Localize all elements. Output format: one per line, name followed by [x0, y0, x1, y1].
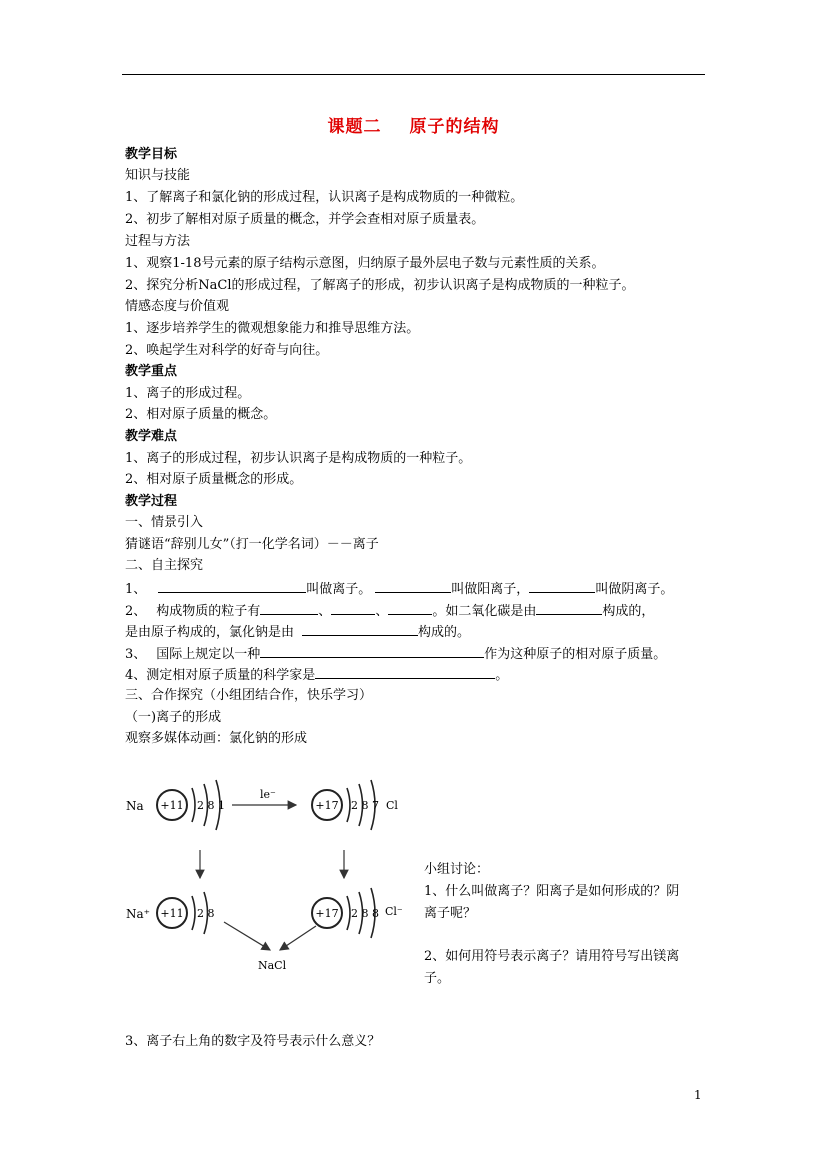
q3-text-a: 国际上规定以一种: [156, 647, 261, 662]
title-part1: 课题二: [327, 117, 382, 137]
watch-animation-text: 观察多媒体动画：氯化钠的形成: [125, 731, 308, 746]
q2-blank-5[interactable]: [302, 621, 418, 636]
q2-text-a: 构成物质的粒子有: [156, 604, 261, 619]
q4-text-a: 4、测定相对原子质量的科学家是: [125, 668, 316, 683]
discussion-q1-line1: 1、什么叫做离子？阳离子是如何形成的？阴: [424, 884, 680, 899]
na-atom-label: Na: [126, 799, 144, 813]
nacl-label: NaCl: [258, 959, 287, 972]
section-3-title: 三、合作探究（小组团结合作，快乐学习）: [125, 688, 373, 703]
q2-line2-b: 构成的。: [418, 625, 471, 640]
title-part2: 原子的结构: [409, 117, 500, 137]
q1-blank-2[interactable]: [375, 578, 451, 593]
na-nucleus-charge: +11: [160, 799, 184, 812]
question-1: [125, 578, 673, 598]
knowledge-item-2: 2、初步了解相对原子质量的概念，并学会查相对原子质量表。: [125, 212, 485, 227]
q2-sep-1: 、: [318, 604, 332, 619]
knowledge-item-1: 1、了解离子和氯化钠的形成过程，认识离子是构成物质的一种微粒。: [125, 190, 524, 205]
difficulties-heading: 教学难点: [125, 429, 178, 444]
process-item-1: 1、观察1-18号元素的原子结构示意图，归纳原子最外层电子数与元素性质的关系。: [125, 256, 605, 271]
q3-number: 3、: [125, 647, 147, 662]
emotion-item-2: 2、唤起学生对科学的好奇与向往。: [125, 343, 329, 358]
teaching-process-heading: 教学过程: [125, 494, 178, 509]
q2-number: 2、: [125, 604, 147, 619]
keypoints-heading: 教学重点: [125, 364, 178, 379]
q1-blank-3[interactable]: [529, 578, 595, 593]
cl-shells: 2 8 7: [351, 799, 379, 812]
process-item-2: 2、探究分析NaCl的形成过程，了解离子的形成，初步认识离子是构成物质的一种粒子。: [125, 278, 635, 293]
cl-ion: [312, 888, 403, 938]
cl-ion-nucleus-charge: +17: [315, 907, 339, 920]
q2-blank-2[interactable]: [331, 600, 375, 615]
goals-heading: 教学目标: [125, 147, 178, 162]
electron-label: le⁻: [260, 788, 276, 801]
na-ion: [126, 892, 215, 934]
section-2-title: 二、自主探究: [125, 558, 204, 573]
emotion-item-1: 1、逐步培养学生的微观想象能力和推导思维方法。: [125, 321, 420, 336]
q2-sep-2: 、: [375, 604, 389, 619]
q1-text-c: 叫做阴离子。: [595, 582, 674, 597]
discussion-q2-line2: 子。: [424, 971, 451, 986]
q1-number: 1、: [125, 582, 147, 597]
cl-nucleus-charge: +17: [315, 799, 339, 812]
na-atom: [126, 780, 225, 830]
question-2: [125, 600, 654, 620]
question-3: [125, 643, 666, 663]
q2-text-c: 构成的，: [602, 604, 655, 619]
question-ion-superscript: 3、离子右上角的数字及符号表示什么意义？: [125, 1034, 381, 1049]
q2-blank-4[interactable]: [536, 600, 602, 615]
q1-text-b: 叫做阳离子，: [451, 582, 530, 597]
na-ion-shells: 2 8: [197, 907, 215, 920]
q3-text-b: 作为这种原子的相对原子质量。: [484, 647, 667, 662]
section-1-title: 一、情景引入: [125, 515, 204, 530]
difficulty-item-2: 2、相对原子质量概念的形成。: [125, 472, 303, 487]
knowledge-title: 知识与技能: [125, 168, 191, 183]
discussion-q2-line1: 2、如何用符号表示离子？请用符号写出镁离: [424, 949, 680, 964]
section-3-subtitle: （一)离子的形成: [125, 710, 222, 725]
cl-atom-label: Cl: [386, 799, 398, 812]
question-2-cont: [125, 621, 470, 641]
na-shells: 2 8 1: [197, 799, 225, 812]
page-number: 1: [694, 1088, 702, 1102]
difficulty-item-1: 1、离子的形成过程，初步认识离子是构成物质的一种粒子。: [125, 451, 472, 466]
q2-line2-a: 是由原子构成的，氯化钠是由: [125, 625, 295, 640]
q4-text-b: 。: [495, 668, 509, 683]
q4-blank[interactable]: [315, 664, 495, 679]
nacl-formation-diagram: [120, 770, 410, 980]
q3-blank[interactable]: [260, 643, 484, 658]
keypoint-item-1: 1、离子的形成过程。: [125, 386, 251, 401]
discussion-q1-line2: 离子呢？: [424, 906, 477, 921]
header-rule: [122, 74, 705, 75]
discussion-title: 小组讨论：: [424, 862, 490, 877]
cl-ion-label: Cl⁻: [385, 905, 403, 918]
emotion-title: 情感态度与价值观: [125, 299, 230, 314]
riddle-text: 猜谜语“辞别儿女”（打一化学名词）－－离子: [125, 537, 379, 552]
q1-text-a: 叫做离子。: [306, 582, 372, 597]
page-title: [0, 112, 827, 137]
q2-text-b: 。如二氧化碳是由: [432, 604, 537, 619]
na-ion-label: Na⁺: [126, 907, 150, 921]
keypoint-item-2: 2、相对原子质量的概念。: [125, 407, 277, 422]
cl-atom: [312, 780, 398, 830]
na-ion-nucleus-charge: +11: [160, 907, 184, 920]
question-4: [125, 664, 508, 684]
q2-blank-1[interactable]: [260, 600, 318, 615]
cl-ion-shells: 2 8 8: [351, 907, 379, 920]
q1-blank-1[interactable]: [158, 578, 306, 593]
q2-blank-3[interactable]: [388, 600, 432, 615]
process-title: 过程与方法: [125, 234, 191, 249]
